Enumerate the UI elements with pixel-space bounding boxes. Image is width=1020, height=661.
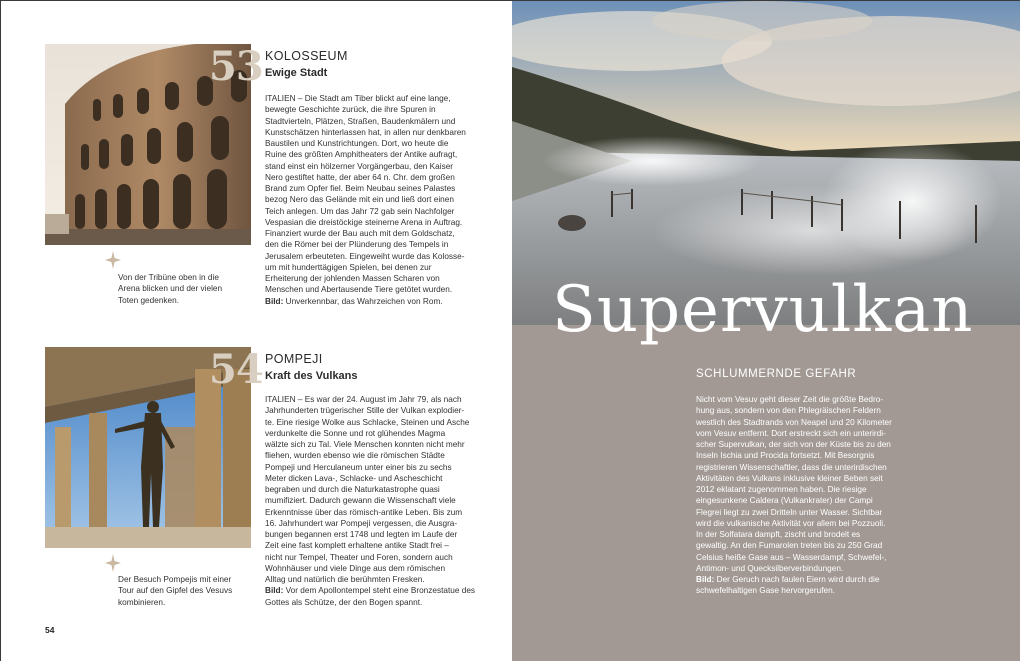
body-line: te. Eine riesige Wolke aus Schlacke, Steinen und Asche (265, 417, 470, 427)
body-line: registrieren Wissenschaftler, dass die unterirdischen (696, 462, 887, 472)
picture-credit (265, 585, 479, 608)
body-line: Nero gestiftet hatte, der aber 64 n. Chr. dem großen (265, 172, 455, 182)
body-line: Erkenntnisse über das römisch-antike Leben. Bis zum (265, 507, 463, 517)
body-line: bezog Nero das Gelände mit ein und ließ dort einen (265, 195, 454, 205)
body-line: Jerusalem erbeuteten. Eingeweiht wurde das Kolosse- (265, 251, 465, 261)
body-line: stand einst ein hölzerner Vorgängerbau, den Kaiser (265, 161, 454, 171)
photo-caption: Der Besuch Pompejis mit einer Tour auf den Gipfel des Vesuvs kombinieren. (118, 575, 233, 607)
article-title: KOLOSSEUM (265, 49, 348, 63)
picture-label: Bild: (265, 296, 284, 306)
body-line: gewaltig. An den Fumarolen treten bis zu 250 Grad (696, 541, 883, 551)
section-heading: SCHLUMMERNDE GEFAHR (696, 368, 857, 380)
body-line: den die Römer bei der Plünderung des Tempels in (265, 240, 449, 250)
body-line: mumifiziert. Dadurch gewann die Wissenschaft viele (265, 496, 456, 506)
article-subtitle: Ewige Stadt (265, 67, 328, 79)
body-line: 2012 eklatant zugenommen haben. Die riesige (696, 485, 867, 494)
picture-text: Unverkennbar, das Wahrzeichen von Rom. (283, 296, 443, 306)
body-line: hung aus, sondern von den Phlegräischen Feldern (696, 406, 881, 416)
body-line: Aktivitäten des Vulkans inklusive kleiner Beben seit (696, 473, 883, 483)
page-title: Supervulkan (552, 273, 974, 347)
picture-credit (696, 574, 911, 597)
article-body (265, 394, 479, 608)
body-line: wird die vulkanische Aktivität vor allem bei Pozzuoli. (696, 518, 886, 528)
body-line: Menschen und Abertausende Tiere getötet wurden. (265, 285, 453, 295)
body-line: In der Solfatara dampft, zischt und brodelt es (696, 530, 861, 539)
article-number: 53 (209, 43, 263, 90)
body-line: Erheiterung der johlenden Massen Scharen von (265, 274, 440, 283)
body-line: westlich des Stadtrands von Neapel und 20 Kilometer (696, 417, 892, 427)
photo-caption: Von der Tribüne oben in die Arena blicken und der vielen Toten gedenken. (118, 273, 223, 305)
body-line: bungen begannen erst 1748 und legten im Laufe der (265, 530, 458, 539)
body-line: Brand zum Opfer fiel. Beim Neubau seines Palastes (265, 184, 456, 193)
body-line: eingesunkene Caldera (Vulkankrater) der Campi (696, 496, 873, 506)
body-line: Celsius heiße Gase aus – Wasserdampf, Schwefel-, (696, 552, 887, 562)
body-line: Nicht vom Vesuv geht dieser Zeit die größte Bedro- (696, 395, 884, 404)
body-line: bewegte Geschichte zurück, die ihre Spuren in (265, 105, 436, 115)
body-line: Flegrei liegt zu zwei Dritteln unter Wasser. Sichtbar (696, 507, 883, 517)
page-number: 54 (45, 625, 55, 635)
picture-label: Bild: (265, 586, 284, 596)
body-line: begraben und durch die Naturkatastrophe quasi (265, 485, 440, 494)
body-line: verdunkelte die Sonne und rot glühendes Magma (265, 428, 446, 438)
body-line: Kunstschätzen hinterlassen hat, in allen nur denkbaren (265, 127, 466, 137)
article-body (696, 394, 911, 597)
body-line: um mit hunderttägigen Spielen, bei denen zur (265, 262, 432, 272)
sparkle-icon (105, 554, 121, 572)
picture-credit (265, 296, 479, 307)
body-line: Antimon- und Quecksilberverbindungen. (696, 563, 844, 573)
article-number: 54 (209, 346, 263, 393)
body-line: ITALIEN – Die Stadt am Tiber blickt auf eine lange, (265, 94, 451, 103)
picture-text: Vor dem Apollontempel steht eine Bronzestatue des Gottes als Schütze, der den Bogen spannt. (265, 586, 476, 607)
right-page (512, 1, 1020, 661)
body-line: Wohnhäuser und viele Dinge aus dem römischen (265, 563, 446, 573)
body-line: wälzte sich zu Tal. Viele Menschen konnten nicht mehr (265, 440, 465, 449)
sparkle-icon (105, 251, 121, 269)
left-page (1, 1, 512, 661)
body-line: Stadtvierteln, Plätzen, Straßen, Baudenkmälern und (265, 116, 456, 126)
body-line: Finanziert wurde der Bau auch mit dem Goldschatz, (265, 229, 455, 238)
body-line: Inseln Ischia und Procida fortsetzt. Mit Besorgnis (696, 451, 875, 461)
body-line: scher Supervulkan, der sich von der Küste bis zu den (696, 440, 891, 449)
picture-label: Bild: (696, 575, 715, 584)
article-title: POMPEJI (265, 352, 323, 366)
body-line: Ruine des größten Amphitheaters der Antike aufragt, (265, 150, 458, 160)
body-line: fliehen, wurden ebenso wie die römischen Städte (265, 451, 445, 461)
body-line: Pompeji und Herculaneum unter einer bis zu sechs (265, 462, 452, 472)
body-line: Alltag und natürlich die berühmten Fresken. (265, 575, 425, 584)
body-line: Zeit eine fast komplett erhaltene antike Stadt frei – (265, 541, 449, 551)
article-subtitle: Kraft des Vulkans (265, 370, 358, 382)
body-line: Vespasian die dreistöckige steinerne Arena in Auftrag. (265, 217, 463, 227)
body-line: ITALIEN – Es war der 24. August im Jahr 79, als nach (265, 395, 462, 404)
body-line: nicht nur Tempel, Theater und Foren, sondern auch (265, 552, 453, 562)
body-line: 16. Jahrhundert war Pompeji vergessen, die Ausgra- (265, 518, 458, 528)
body-line: Baustilen und Kunstrichtungen. Dort, wo heute die (265, 139, 449, 148)
body-line: Jahrhunderten trügerischer Stille der Vulkan explodier- (265, 406, 465, 416)
body-line: Meter dicken Lava-, Schlacke- und Ascheschicht (265, 473, 443, 483)
picture-text: Der Geruch nach faulen Eiern wird durch die schwefelhaltigen Gase hervorgerufen. (696, 575, 880, 596)
article-body (265, 93, 479, 307)
body-line: vom Vesuv entfernt. Dort erstreckt sich ein unterirdi- (696, 428, 886, 438)
body-line: Teich anlegen. Um das Jahr 72 gab sein Nachfolger (265, 206, 455, 216)
